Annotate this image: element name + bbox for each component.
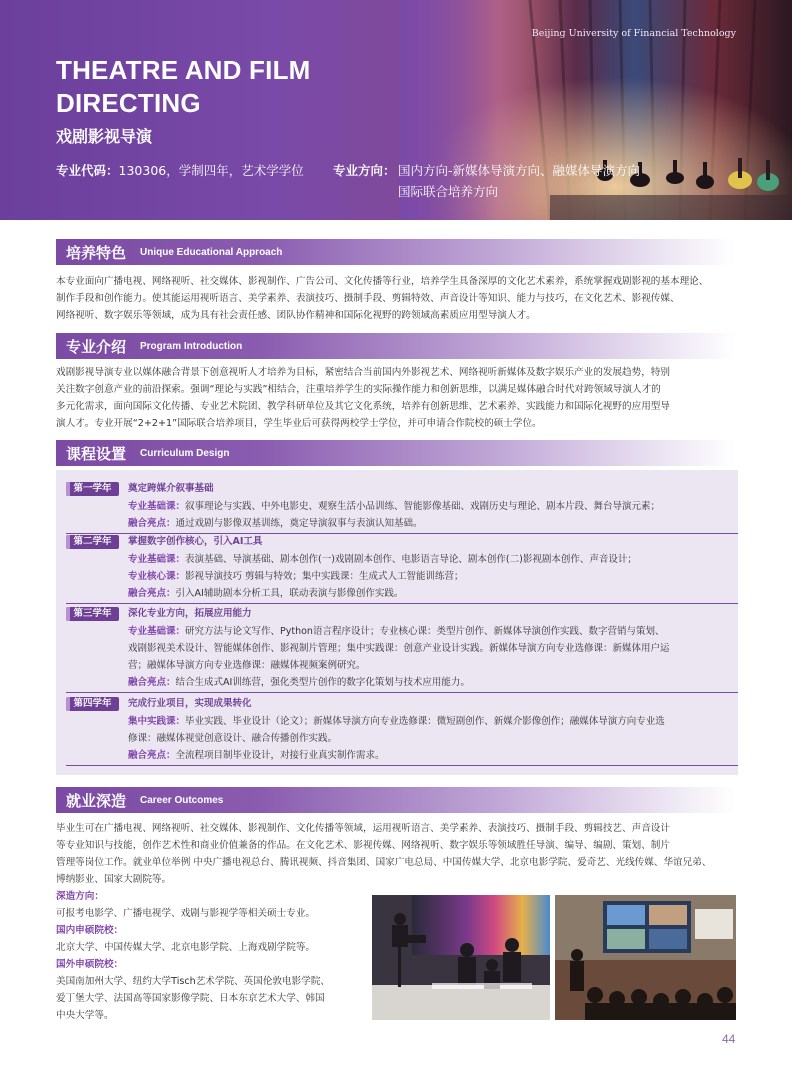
year-tag: 第三学年: [66, 607, 119, 621]
course-value: 全流程项目制毕业设计，对接行业真实制作需求。: [175, 750, 385, 761]
year-tag: 第二学年: [66, 535, 119, 549]
header-banner: [0, 0, 792, 220]
features-line: 本专业面向广播电视、网络视听、社交媒体、影视制作、广告公司、文化传播等行业，培养学生具备深厚的文化艺术素养，系统掌握戏剧影视的基本理论、: [56, 276, 709, 287]
curriculum-panel: [56, 470, 738, 775]
year-title: 完成行业项目，实现成果转化: [128, 698, 252, 709]
section-header-intro: [56, 333, 736, 359]
curriculum-title-cn: 课程设置: [66, 445, 127, 463]
career-title-en: Career Outcomes: [140, 795, 224, 806]
major-code: [56, 161, 304, 179]
title-en-line2: DIRECTING: [56, 88, 201, 118]
abroad-line: 爱丁堡大学、法国高等国家影像学院、日本东京艺术大学、韩国: [56, 993, 325, 1004]
domestic-text: 北京大学、中国传媒大学、北京电影学院、上海戏剧学院等。: [56, 942, 316, 953]
career-paragraph: [56, 820, 738, 888]
course-key: 融合亮点：: [128, 677, 176, 688]
intro-line: 多元化需求，面向国际文化传播、专业艺术院团、教学科研单位及其它文化系统，培养有创新思维、艺术素养、实践能力和国际化视野的应用型导: [56, 401, 670, 412]
year-tag: 第一学年: [66, 482, 119, 496]
intro-line: 演人才。专业开展“2+2+1”国际联合培养项目，学生毕业后可获得两校学士学位，并可申请合作院校的硕士学位。: [56, 418, 542, 429]
features-line: 制作手段和创作能力。使其能运用视听语言、美学素养、表演技巧、摄制手段、剪辑特效、声音设计等知识、能力与技巧，在文化艺术、影视传媒、: [56, 293, 680, 304]
year-tag: 第四学年: [66, 697, 119, 711]
course-value: 表演基础、导演基础、剧本创作(一)戏剧剧本创作、电影语言导论、剧本创作(二)影视剧本创作、声音设计；: [185, 554, 637, 565]
intro-paragraph: [56, 364, 738, 432]
career-line: 毕业生可在广播电视、网络视听、社交媒体、影视制作、文化传播等领域，运用视听语言、美学素养、表演技巧、摄制手段、剪辑技艺、声音设计: [56, 823, 670, 834]
course-row: [128, 657, 731, 674]
university-name: Beijing University of Financial Technology: [531, 28, 736, 39]
career-line: 管理等岗位工作。就业单位举例 中央广播电视总台、腾讯视频、抖音集团、国家广电总局、中国传媒大学、北京电影学院、爱奇艺、光线传媒、华谊兄弟、: [56, 857, 712, 868]
course-row: [128, 585, 731, 602]
section-header-features: [56, 239, 736, 265]
course-value: 修课：融媒体视觉创意设计、融合传播创作实践。: [128, 733, 338, 744]
course-row: [128, 498, 731, 515]
course-value: 引入AI辅助剧本分析工具，联动表演与影像创作实践。: [175, 588, 404, 599]
features-line: 网络视听、数字娱乐等领域，成为具有社会责任感、团队协作精神和国际化视野的跨领域高素质应用型导演人才。: [56, 310, 536, 321]
direction-line-2: 国际联合培养方向: [398, 184, 499, 199]
year-title: 奠定跨媒介叙事基础: [128, 483, 214, 494]
year-divider: [66, 692, 738, 693]
code-value: 130306，学制四年，艺术学学位: [118, 163, 304, 178]
intro-title-en: Program Introduction: [140, 341, 243, 352]
page-title-en: [56, 54, 396, 120]
course-row: [128, 747, 731, 764]
year-title: 深化专业方向，拓展应用能力: [128, 608, 252, 619]
course-row: [128, 640, 731, 657]
abroad-line: 中央大学等。: [56, 1010, 114, 1021]
career-title-cn: 就业深造: [66, 792, 127, 810]
course-key: 专业基础课：: [128, 501, 186, 512]
course-row: [128, 713, 731, 730]
course-row: [128, 674, 731, 691]
course-value: 戏剧影视美术设计、智能媒体创作、影视制片管理；集中实践课：创意产业设计实践。新媒体导演方向专业选修课：新媒体用户运: [128, 643, 670, 654]
intro-line: 关注数字创意产业的前沿探索。强调“理论与实践”相结合，注重培养学生的实际操作能力和创新思维，以满足媒体融合时代对跨领域导演人才的: [56, 384, 661, 395]
features-title-cn: 培养特色: [66, 244, 127, 262]
career-line: 等专业知识与技能，创作艺术性和商业价值兼备的作品。在文化艺术、影视传媒、网络视听、数字娱乐等领域胜任导演、编导、编剧、策划、制片: [56, 840, 670, 851]
abroad-line: 美国南加州大学、纽约大学Tisch艺术学院、英国伦敦电影学院、: [56, 976, 331, 987]
classroom-photo: [555, 895, 736, 1020]
course-row: [128, 551, 731, 568]
further-study: [56, 888, 366, 1024]
course-value: 影视导演技巧 剪辑与特效；集中实践课：生成式人工智能训练营；: [185, 571, 464, 582]
domestic-label: 国内申硕院校：: [56, 925, 124, 936]
further-text: 可报考电影学、广播电视学、戏剧与影视学等相关硕士专业。: [56, 908, 316, 919]
course-row: [128, 623, 731, 640]
course-row: [128, 515, 731, 532]
features-paragraph: [56, 273, 738, 324]
course-value: 通过戏剧与影像双基训练，奠定导演叙事与表演认知基础。: [175, 518, 423, 529]
intro-line: 戏剧影视导演专业以媒体融合背景下创意视听人才培养为目标，紧密结合当前国内外影视艺术、网络视听新媒体及数字娱乐产业的发展趋势，特别: [56, 367, 670, 378]
course-value: 营；融媒体导演方向专业选修课：融媒体视频案例研究。: [128, 660, 366, 671]
page-number: 44: [722, 1032, 736, 1046]
abroad-label: 国外申硕院校：: [56, 959, 124, 970]
features-title-en: Unique Educational Approach: [140, 247, 283, 258]
section-header-curriculum: [56, 440, 736, 466]
curriculum-title-en: Curriculum Design: [140, 448, 230, 459]
section-header-career: [56, 787, 736, 813]
title-en-line1: THEATRE AND FILM: [56, 55, 311, 85]
course-value: 研究方法与论文写作、Python语言程序设计；专业核心课：类型片创作、新媒体导演创作实践、数字营销与策划、: [185, 626, 665, 637]
course-value: 叙事理论与实践、中外电影史、观察生活小品训练、智能影像基础、戏剧历史与理论、剧本片段、舞台导演元素；: [185, 501, 661, 512]
filming-photo: [372, 895, 550, 1020]
course-key: 融合亮点：: [128, 750, 176, 761]
page-title-cn: 戏剧影视导演: [56, 127, 153, 146]
course-key: 专业基础课：: [128, 626, 186, 637]
course-key: 融合亮点：: [128, 518, 176, 529]
course-key: 集中实践课：: [128, 716, 186, 727]
course-row: [128, 568, 731, 585]
course-key: 专业基础课：: [128, 554, 186, 565]
code-label: 专业代码：: [56, 163, 119, 178]
course-value: 毕业实践、毕业设计（论文）；新媒体导演方向专业选修课：微短剧创作、新媒介影像创作；融媒体导演方向专业选: [185, 716, 665, 727]
intro-title-cn: 专业介绍: [66, 338, 127, 356]
year-title: 掌握数字创作核心，引入AI工具: [128, 536, 263, 547]
further-label: 深造方向：: [56, 891, 104, 902]
career-line: 博纳影业、国家大剧院等。: [56, 874, 172, 885]
course-key: 融合亮点：: [128, 588, 176, 599]
direction-label: 专业方向：: [333, 163, 396, 178]
course-value: 结合生成式AI训练营，强化类型片创作的数字化策划与技术应用能力。: [175, 677, 470, 688]
course-key: 专业核心课：: [128, 571, 186, 582]
direction-line-1: 国内方向-新媒体导演方向、融媒体导演方向: [398, 163, 641, 178]
year-divider: [66, 765, 738, 766]
course-row: [128, 730, 731, 747]
year-divider: [66, 533, 738, 534]
year-divider: [66, 603, 738, 604]
